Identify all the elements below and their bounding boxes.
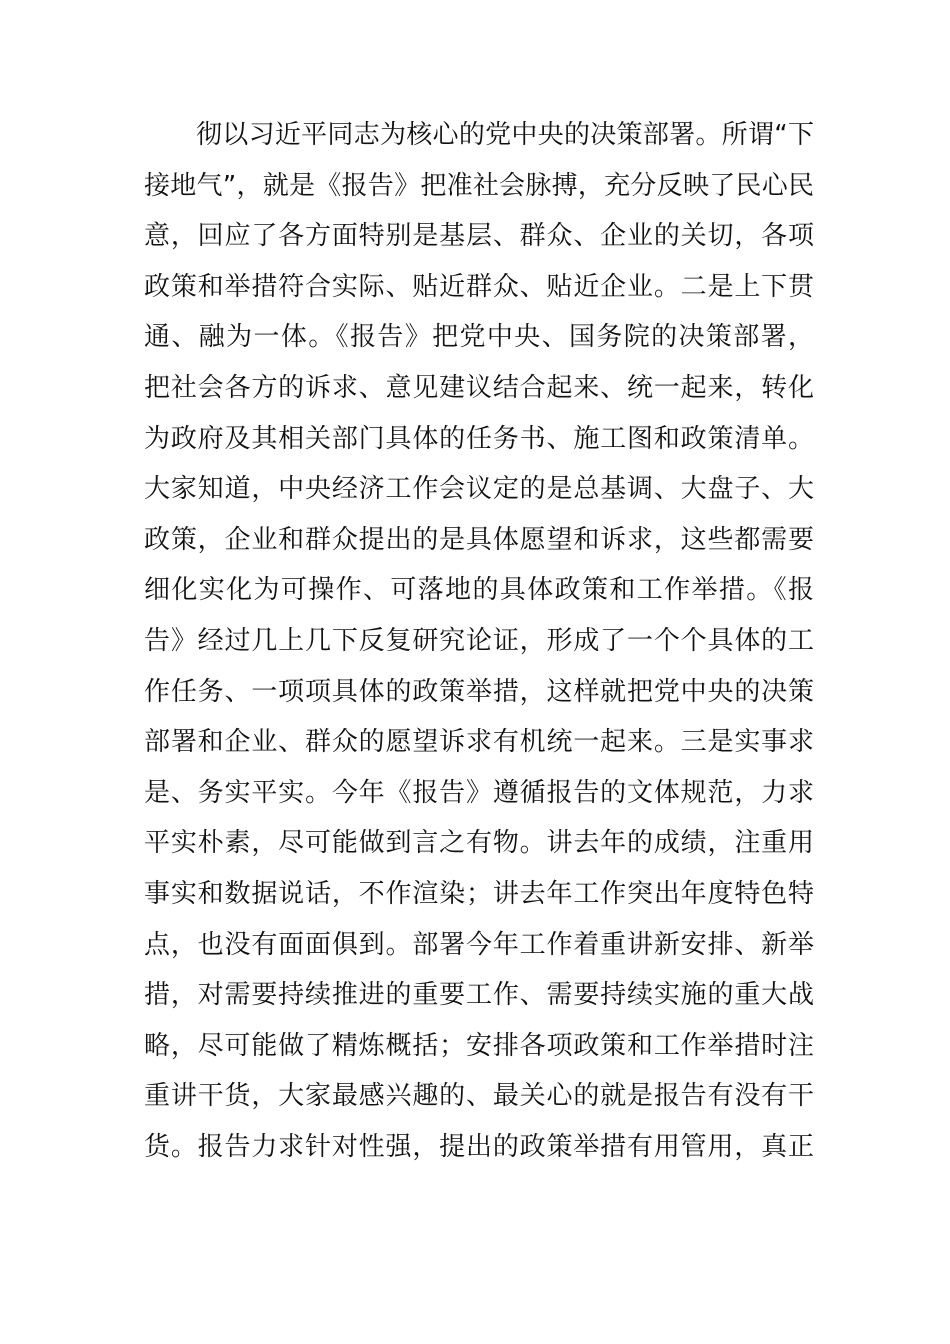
text-line: 平实朴素，尽可能做到言之有物。讲去年的成绩，注重用 (144, 828, 814, 859)
text-line: 重讲干货，大家最感兴趣的、最关心的就是报告有没有干 (144, 1081, 814, 1112)
text-line: 点，也没有面面俱到。部署今年工作着重讲新安排、新举 (144, 929, 814, 960)
text-line: 接地气”，就是《报告》把准社会脉搏，充分反映了民心民 (144, 170, 814, 201)
text-line: 把社会各方的诉求、意见建议结合起来、统一起来，转化 (144, 372, 814, 403)
text-line: 大家知道，中央经济工作会议定的是总基调、大盘子、大 (144, 474, 814, 505)
text-line: 措，对需要持续推进的重要工作、需要持续实施的重大战 (144, 980, 814, 1011)
text-line: 为政府及其相关部门具体的任务书、施工图和政策清单。 (144, 423, 814, 454)
text-line: 部署和企业、群众的愿望诉求有机统一起来。三是实事求 (144, 727, 814, 758)
text-line: 略，尽可能做了精炼概括；安排各项政策和工作举措时注 (144, 1030, 814, 1061)
text-line: 通、融为一体。《报告》把党中央、国务院的决策部署， (144, 322, 814, 353)
text-line: 货。报告力求针对性强，提出的政策举措有用管用，真正 (144, 1131, 814, 1162)
text-line: 彻以习近平同志为核心的党中央的决策部署。所谓“下 (196, 120, 814, 150)
text-line: 告》经过几上几下反复研究论证，形成了一个个具体的工 (144, 625, 814, 656)
text-line: 政策，企业和群众提出的是具体愿望和诉求，这些都需要 (144, 524, 814, 555)
text-line: 政策和举措符合实际、贴近群众、贴近企业。二是上下贯 (144, 271, 814, 302)
text-line: 作任务、一项项具体的政策举措，这样就把党中央的决策 (144, 676, 814, 707)
text-line: 细化实化为可操作、可落地的具体政策和工作举措。《报 (144, 575, 814, 606)
body-paragraph (144, 110, 814, 1172)
text-line: 意，回应了各方面特别是基层、群众、企业的关切，各项 (144, 221, 814, 252)
text-line: 事实和数据说话，不作渲染；讲去年工作突出年度特色特 (144, 878, 814, 909)
text-line: 是、务实平实。今年《报告》遵循报告的文体规范，力求 (144, 777, 814, 808)
